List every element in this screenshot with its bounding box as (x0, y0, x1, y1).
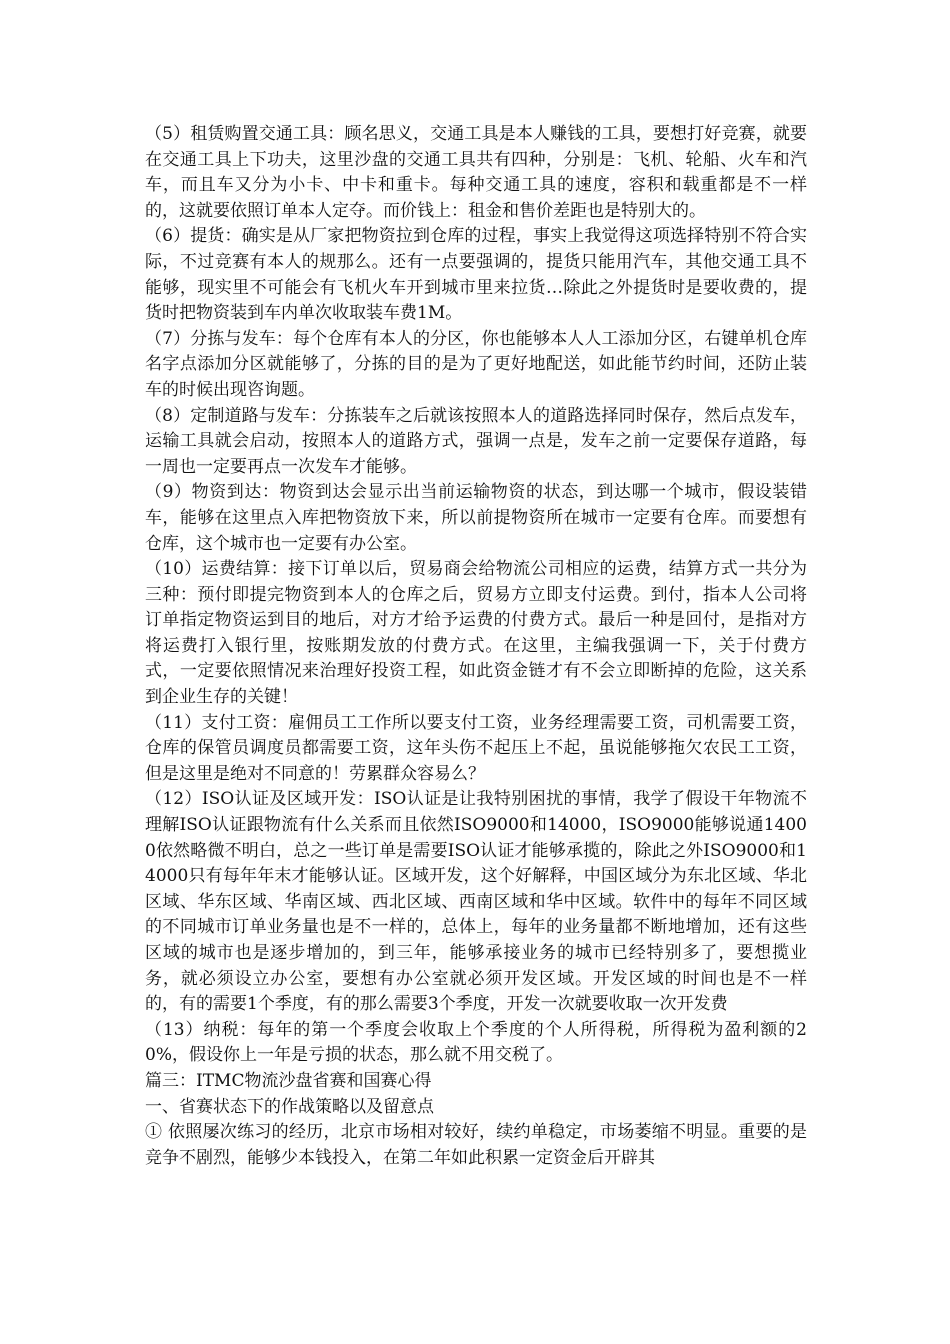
paragraph-7-sorting-dispatch: （7）分拣与发车：每个仓库有本人的分区，你也能够本人人工添加分区，右键单机仓库名字点添加分区就能够了，分拣的目的是为了更好地配送，如此能节约时间，还防止装车的时候出现咨询题。 (145, 328, 807, 400)
paragraph-13-tax: （13）纳税：每年的第一个季度会收取上个季度的个人所得税，所得税为盈利额的20%，假设你上一年是亏损的状态，那么就不用交税了。 (145, 1019, 807, 1066)
section-heading-part-three: 篇三：ITMC物流沙盘省赛和国赛心得 (145, 1070, 432, 1091)
paragraph-8-route-dispatch: （8）定制道路与发车：分拣装车之后就该按照本人的道路选择同时保存，然后点发车，运输工具就会启动，按照本人的道路方式，强调一点是，发车之前一定要保存道路，每一周也一定要再点一次发车才能够。 (145, 405, 807, 477)
paragraph-5-vehicle-leasing: （5）租赁购置交通工具：顾名思义，交通工具是本人赚钱的工具，要想打好竞赛，就要在交通工具上下功夫，这里沙盘的交通工具共有四种，分别是：飞机、轮船、火车和汽车，而且车又分为小卡、中卡和重卡。每种交通工具的速度，容积和载重都是不一样的，这就要依照订单本人定夺。而价钱上：租金和售价差距也是特别大的。 (145, 124, 807, 221)
document-body (145, 122, 807, 1171)
paragraph-strategy-point-1: ① 依照屡次练习的经历，北京市场相对较好，续约单稳定，市场萎缩不明显。重要的是竞争不剧烈，能够少本钱投入，在第二年如此积累一定资金后开辟其 (145, 1122, 807, 1168)
paragraph-6-pickup: （6）提货：确实是从厂家把物资拉到仓库的过程，事实上我觉得这项选择特别不符合实际，不过竞赛有本人的规那么。还有一点要强调的，提货只能用汽车，其他交通工具不能够，现实里不可能会有飞机火车开到城市里来拉货…除此之外提货时是要收费的，提货时把物资装到车内单次收取装车费1M。 (145, 226, 807, 324)
paragraph-10-freight-settlement: （10）运费结算：接下订单以后，贸易商会给物流公司相应的运费，结算方式一共分为三种：预付即提完物资到本人的仓库之后，贸易方立即支付运费。到付，指本人公司将订单指定物资运到目的地后，对方才给予运费的付费方式。最后一种是回付，是指对方将运费打入银行里，按账期发放的付费方式。在这里，主编我强调一下，关于付费方式，一定要依照情况来治理好投资工程，如此资金链才有不会立即断掉的危险，这关系到企业生存的关键！ (145, 559, 807, 708)
subheading-provincial-strategy: 一、省赛状态下的作战策略以及留意点 (145, 1096, 434, 1117)
paragraph-11-wages: （11）支付工资：雇佣员工工作所以要支付工资，业务经理需要工资，司机需要工资，仓库的保管员调度员都需要工资，这年头伤不起压上不起，虽说能够拖欠农民工工资，但是这里是绝对不同意的！劳累群众容易么？ (145, 712, 807, 784)
paragraph-12-iso-region: （12）ISO认证及区域开发：ISO认证是让我特别困扰的事情，我学了假设干年物流不理解ISO认证跟物流有什么关系而且依然ISO9000和14000，ISO9000能够说通14000依然略微不明白，总之一些订单是需要ISO认证才能够承揽的，除此之外ISO9000和14000只有每年年末才能够认证。区域开发，这个好解释，中国区域分为东北区域、华北区域、华东区域、华南区域、西北区域、西南区域和华中区域。软件中的每年不同区域的不同城市订单业务量也是不一样的，总体上，每年的业务量都不断地增加，还有这些区域的城市也是逐步增加的，到三年，能够承接业务的城市已经特别多了，要想揽业务，就必须设立办公室，要想有办公室就必须开发区域。开发区域的时间也是不一样的，有的需要1个季度，有的那么需要3个季度，开发一次就要收取一次开发费 (145, 789, 807, 1015)
paragraph-9-goods-arrival: （9）物资到达：物资到达会显示出当前运输物资的状态，到达哪一个城市，假设装错车，能够在这里点入库把物资放下来，所以前提物资所在城市一定要有仓库。而要想有仓库，这个城市也一定要有办公室。 (145, 482, 807, 554)
